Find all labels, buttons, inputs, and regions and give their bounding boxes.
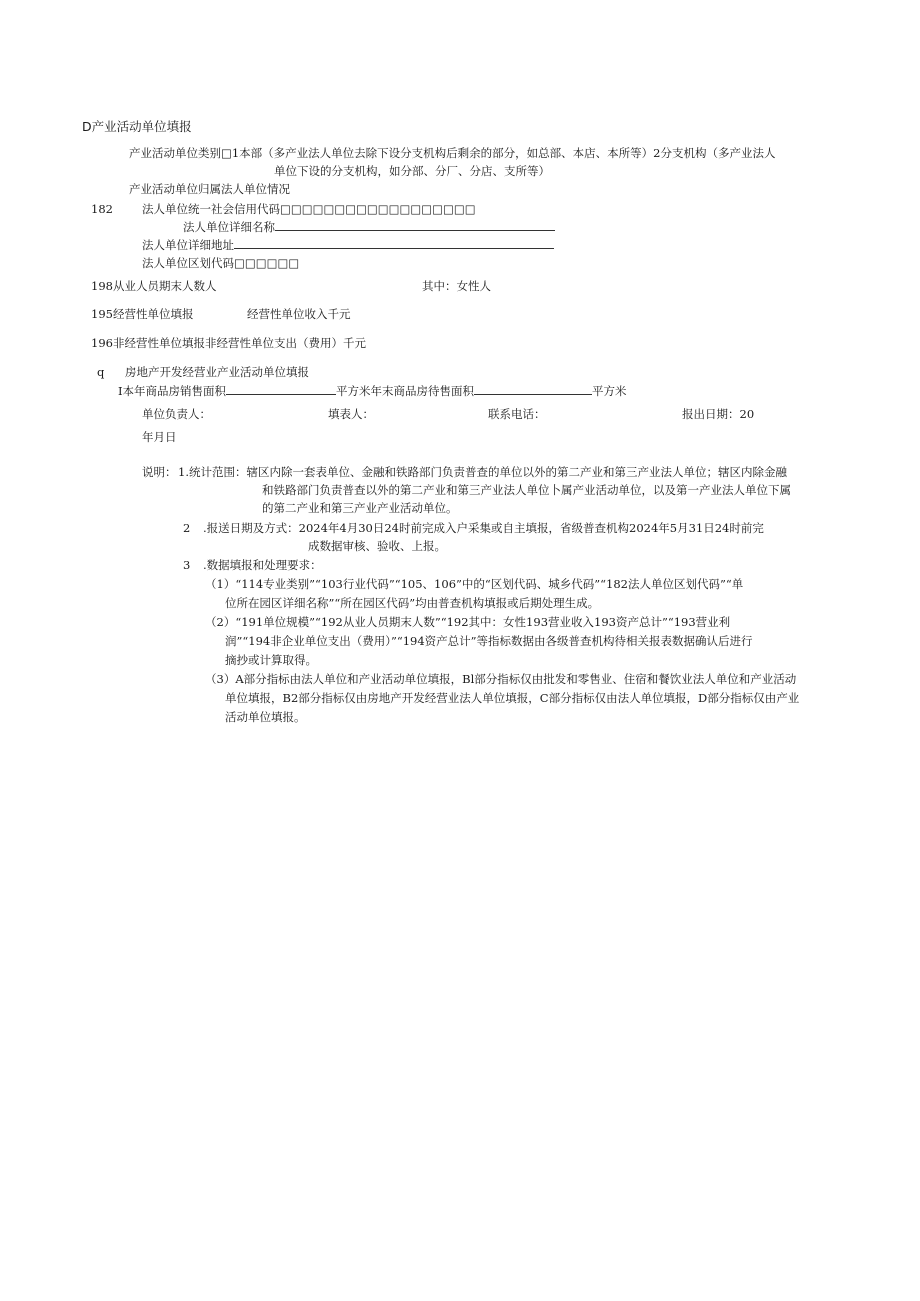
detail-address-label: 法人单位详细地址: [142, 238, 234, 252]
note-2-number: 2: [183, 521, 191, 535]
report-date-label: 报出日期：20: [682, 407, 755, 421]
detail-name-label: 法人单位详细名称: [183, 220, 275, 234]
note-2-line2: 成数据审核、验收、上报。: [308, 539, 446, 553]
note-3-1-line2: 位所在园区详细名称”“所在园区代码”均由普查机构填报或后期处理生成。: [225, 596, 600, 610]
note-3-1-line1: （1）“114专业类别”“103行业代码”“105、106”中的“区划代码、城乡代码”“182法人单位区划代码”“单: [205, 577, 744, 591]
note-3-2-line3: 摘抄或计算取得。: [225, 653, 317, 667]
note-1-line2: 和铁路部门负责普查以外的第二产业和第三产业法人单位卜属产业活动单位，以及第一产业法人单位下属: [262, 483, 791, 497]
detail-name-underline: [275, 218, 555, 231]
detail-name-field: [183, 218, 555, 236]
note-3-heading: .数据填报和处理要求：: [203, 558, 322, 572]
detail-address-field: [142, 236, 554, 254]
business-unit-label: 195经营性单位填报: [91, 307, 194, 321]
responsible-label: 单位负责人：: [142, 407, 211, 421]
realestate-label: 房地产开发经营业产业活动单位填报: [125, 365, 309, 379]
unsold-area-underline: [474, 382, 592, 395]
unit-category-line1: 产业活动单位类别□1本部（多产业法人单位去除下设分支机构后剩余的部分，如总部、本店、本所等）2分支机构（多产业法人: [129, 146, 776, 160]
sales-area-underline: [226, 382, 336, 395]
nonbusiness-field: 196非经营性单位填报非经营性单位支出（费用）千元: [91, 336, 366, 350]
realestate-marker: q: [97, 365, 105, 379]
note-3-3-line3: 活动单位填报。: [225, 710, 306, 724]
note-3-2-line2: 润”“194非企业单位支出（费用）”“194资产总计”等指标数据由各级普查机构待相关报表数据确认后进行: [225, 634, 753, 648]
note-3-number: 3: [183, 558, 191, 572]
sales-area-row: [118, 382, 627, 400]
unsold-area-unit: 平方米: [592, 384, 627, 398]
detail-address-underline: [234, 236, 554, 249]
sales-area-unit: 平方米年末商品房待售面积: [336, 384, 475, 398]
business-income-field: 经营性单位收入千元: [247, 307, 351, 321]
credit-code-field: 法人单位统一社会信用代码□□□□□□□□□□□□□□□□□□: [142, 202, 476, 216]
note-1-line1: 1.统计范围：辖区内除一套表单位、金融和铁路部门负责普查的单位以外的第二产业和第三产业法人单位；辖区内除金融: [178, 465, 787, 479]
affiliation-label: 产业活动单位归属法人单位情况: [129, 182, 290, 196]
report-date-suffix: 年月日: [142, 430, 177, 444]
employees-field: 198从业人员期末人数人: [91, 279, 217, 293]
note-1-line3: 的第二产业和第三产业产业活动单位。: [262, 501, 458, 515]
note-3-2-line1: （2）“191单位规模”“192从业人员期末人数”“192其中：女性193营业收入193资产总计”“193营业利: [205, 615, 731, 629]
note-3-3-line1: （3）A部分指标由法人单位和产业活动单位填报，Bl部分指标仅由批发和零售业、住宿和餐饮业法人单位和产业活动: [205, 672, 797, 686]
section-d-title: D产业活动单位填报: [82, 119, 192, 134]
female-employees-field: 其中：女性人: [422, 279, 491, 293]
unit-category-line2: 单位下设的分支机构，如分部、分厂、分店、支所等）: [274, 164, 550, 178]
sales-area-label: I本年商品房销售面积: [118, 384, 227, 398]
note-2-line1: .报送日期及方式：2024年4月30日24时前完成入户采集或自主填报，省级普查机构2024年5月31日24时前完: [203, 521, 764, 535]
note-3-3-line2: 单位填报，B2部分指标仅由房地产开发经营业法人单位填报，C部分指标仅由法人单位填报，D部分指标仅由产业: [225, 691, 800, 705]
division-code-field: 法人单位区划代码□□□□□□: [142, 256, 300, 270]
phone-label: 联系电话：: [488, 407, 546, 421]
filler-label: 填表人：: [328, 407, 374, 421]
item-code-182: 182: [91, 202, 113, 216]
notes-lead: 说明：: [142, 465, 177, 479]
